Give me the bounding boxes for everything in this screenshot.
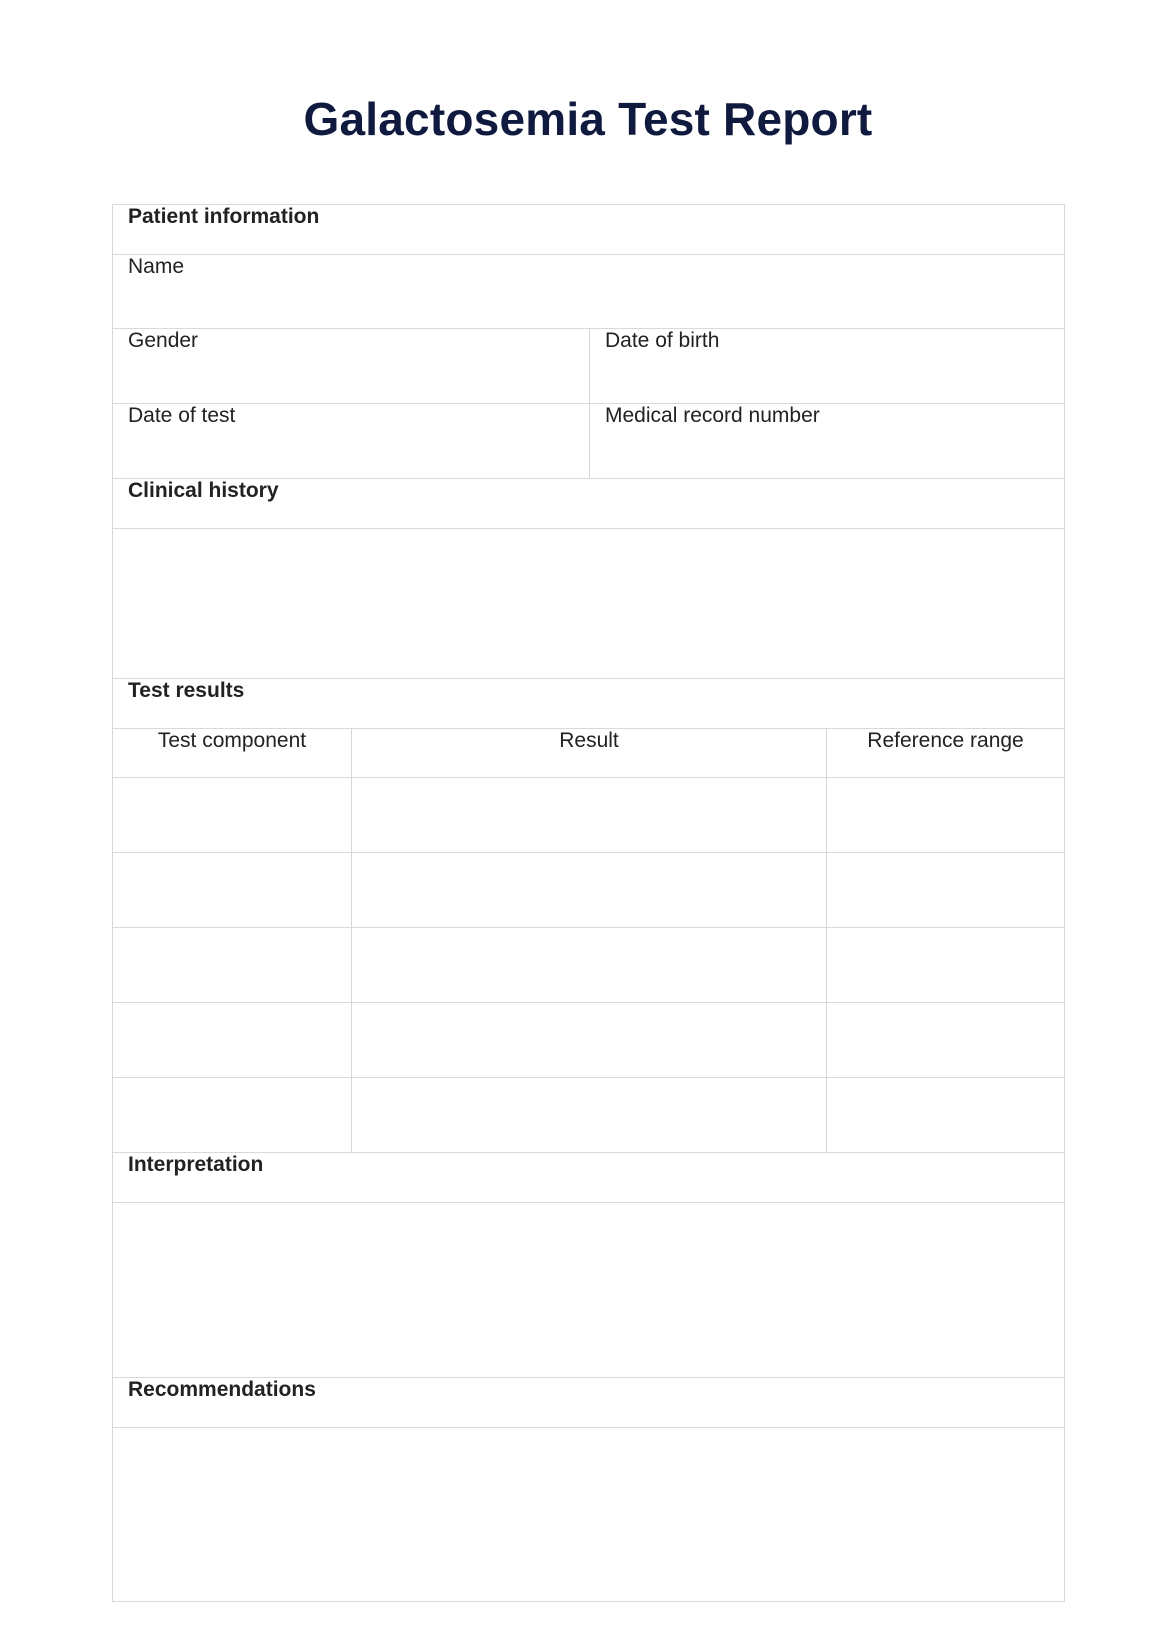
interpretation-row [113,1203,1065,1378]
section-heading: Patient information [113,205,1065,255]
clinical-history-field[interactable] [113,529,1065,679]
medical-record-number-field[interactable] [590,404,1065,479]
page-title: Galactosemia Test Report [303,93,873,145]
test-component-cell[interactable] [113,928,352,1003]
section-heading: Interpretation [113,1153,1065,1203]
test-date-mrn-row [113,404,1065,479]
table-row [113,1003,1065,1078]
name-row [113,255,1065,329]
gender-field[interactable] [113,329,590,404]
date-of-test-label: Date of test [128,404,236,427]
table-row [113,853,1065,928]
section-heading: Test results [113,679,1065,729]
result-cell[interactable] [352,1078,827,1153]
recommendations-row [113,1428,1065,1602]
reference-range-cell[interactable] [827,778,1065,853]
clinical-history-row [113,529,1065,679]
reference-range-cell[interactable] [827,1003,1065,1078]
results-column-headers [113,729,1065,778]
date-of-birth-label: Date of birth [605,329,720,352]
result-cell[interactable] [352,853,827,928]
test-component-cell[interactable] [113,1078,352,1153]
column-header-result: Result [352,729,827,778]
name-label: Name [128,255,185,278]
test-component-cell[interactable] [113,853,352,928]
reference-range-cell[interactable] [827,853,1065,928]
report-form [112,204,1065,1602]
name-field[interactable] [113,255,1065,329]
result-cell[interactable] [352,928,827,1003]
test-component-cell[interactable] [113,778,352,853]
interpretation-field[interactable] [113,1203,1065,1378]
table-row [113,1078,1065,1153]
clinical-history-header [113,479,1065,529]
section-heading: Clinical history [113,479,1065,529]
patient-information-header [113,205,1065,255]
reference-range-cell[interactable] [827,928,1065,1003]
result-cell[interactable] [352,1003,827,1078]
medical-record-number-label: Medical record number [605,404,820,427]
section-heading: Recommendations [113,1378,1065,1428]
recommendations-header [113,1378,1065,1428]
recommendations-field[interactable] [113,1428,1065,1602]
gender-dob-row [113,329,1065,404]
date-of-test-field[interactable] [113,404,590,479]
test-component-cell[interactable] [113,1003,352,1078]
interpretation-header [113,1153,1065,1203]
gender-label: Gender [128,329,199,352]
column-header-test-component: Test component [113,729,352,778]
date-of-birth-field[interactable] [590,329,1065,404]
column-header-reference-range: Reference range [827,729,1065,778]
reference-range-cell[interactable] [827,1078,1065,1153]
table-row [113,928,1065,1003]
result-cell[interactable] [352,778,827,853]
table-row [113,778,1065,853]
test-results-header [113,679,1065,729]
